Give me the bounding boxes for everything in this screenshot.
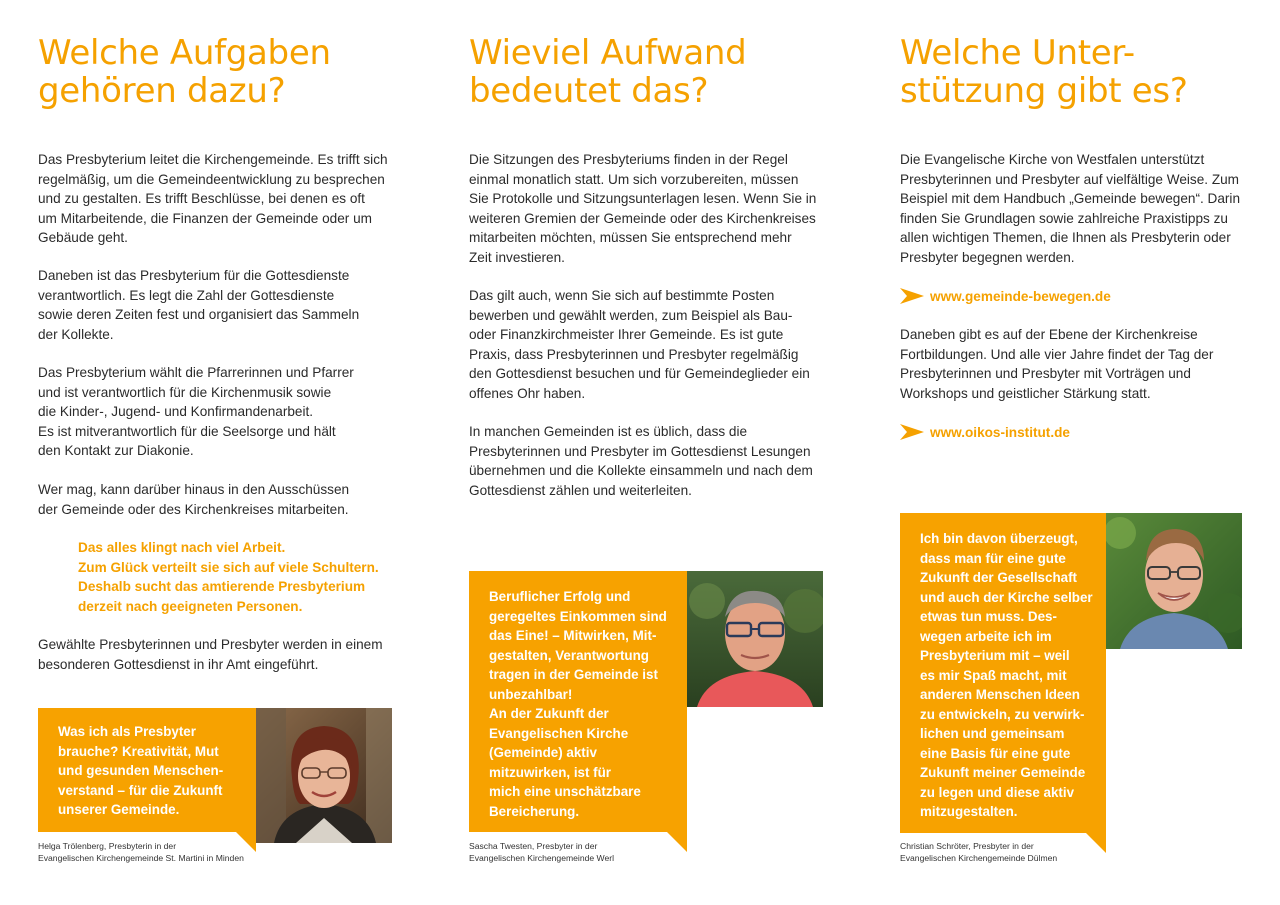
portrait-woman-icon	[256, 708, 392, 843]
heading-effort: Wieviel Aufwand bedeutet das?	[469, 33, 747, 111]
column-effort	[469, 0, 839, 905]
paragraph: Die Evangelische Kirche von Westfalen unterstützt Presbyterinnen und Presbyter auf vielfältige Weise. Zum Beispiel mit dem Handbuch „Gemeinde bewegen“. Darin finden Sie Grundlagen sowie zahlreiche Praxistipps zu allen wichtigen Themen, die Ihnen als Presbyterin oder Presbyter begegnen werden.	[900, 152, 1241, 265]
paragraph: Das Presbyterium wählt die Pfarrerinnen und Pfarrer und ist verantwortlich für die Kirchenmusik sowie die Kinder-, Jugend- und Konfirmandenarbeit. Es ist mitverantwortlich für die Seelsorge und hält den Kontakt zur Diakonie.	[38, 365, 354, 458]
link-text[interactable]: www.oikos-institut.de	[930, 424, 1070, 440]
quote-caption: Helga Trölenberg, Presbyterin in der Evangelischen Kirchengemeinde St. Martini in Minden	[38, 841, 244, 863]
quote-text: Ich bin davon überzeugt, dass man für eine gute Zukunft der Gesellschaft und auch der Kirche selber etwas tun muss. Des- wegen arbeite ich im Presbyterium mit – weil es mir Spaß macht, mit anderen Menschen Ideen zu entwickeln, zu verwirk- lichen und gemeinsam eine Basis für eine gute Zukunft meiner Gemeinde zu legen und diese aktiv mitzugestalten.	[920, 531, 1093, 819]
paragraph: In manchen Gemeinden ist es üblich, dass die Presbyterinnen und Presbyter im Gottesdienst Lesungen übernehmen und die Kollekte einsammeln und nach dem Gottesdienst zählen und weiterleiten.	[469, 424, 813, 498]
paragraph: Daneben ist das Presbyterium für die Gottesdienste verantwortlich. Es legt die Zahl der Gottesdienste sowie deren Zeiten fest und organisiert das Sammeln der Kollekte.	[38, 268, 360, 342]
link-oikos-institut[interactable]	[900, 422, 1070, 442]
quote-text: Was ich als Presbyter brauche? Kreativität, Mut und gesunden Menschen- verstand – für die Zukunft unserer Gemeinde.	[58, 724, 224, 817]
paragraph: Das Presbyterium leitet die Kirchengemeinde. Es trifft sich regelmäßig, um die Gemeindeentwicklung zu besprechen und zu gestalten. Es trifft Beschlüsse, bei denen es oft um Mitarbeitende, die Finanzen der Gemeinde oder um Gebäude geht.	[38, 152, 388, 245]
portrait-man-glasses-icon	[687, 571, 823, 707]
link-gemeinde-bewegen[interactable]	[900, 286, 1111, 306]
arrow-right-icon	[900, 424, 924, 440]
highlight-text: Das alles klingt nach viel Arbeit. Zum Glück verteilt sie sich auf viele Schultern. Deshalb sucht das amtierende Presbyterium derzeit nach geeigneten Personen.	[78, 540, 379, 614]
closing-paragraph: Gewählte Presbyterinnen und Presbyter werden in einem besonderen Gottesdienst in ihr Amt eingeführt.	[38, 637, 383, 672]
portrait-photo	[256, 708, 392, 843]
quote-caption: Christian Schröter, Presbyter in der Evangelischen Kirchengemeinde Dülmen	[900, 841, 1058, 863]
paragraph: Wer mag, kann darüber hinaus in den Ausschüssen der Gemeinde oder des Kirchenkreises mitarbeiten.	[38, 482, 350, 517]
quote-caption: Sascha Twesten, Presbyter in der Evangelischen Kirchengemeinde Werl	[469, 841, 615, 863]
arrow-right-icon	[900, 288, 924, 304]
heading-support: Welche Unter- stützung gibt es?	[900, 33, 1188, 111]
column-support	[900, 0, 1270, 905]
paragraph: Daneben gibt es auf der Ebene der Kirchenkreise Fortbildungen. Und alle vier Jahre findet der Tag der Presbyterinnen und Presbyter mit Vorträgen und Workshops und geistlicher Stärkung statt.	[900, 327, 1214, 401]
link-text[interactable]: www.gemeinde-bewegen.de	[930, 288, 1111, 304]
column-tasks	[38, 0, 408, 905]
heading-tasks: Welche Aufgaben gehören dazu?	[38, 33, 331, 111]
paragraph: Die Sitzungen des Presbyteriums finden in der Regel einmal monatlich statt. Um sich vorzubereiten, müssen Sie Protokolle und Sitzungsunterlagen lesen. Wenn Sie in weiteren Gremien der Gemeinde oder des Kirchenkreises mitarbeiten möchten, müssen Sie entsprechend mehr Zeit investieren.	[469, 152, 817, 265]
portrait-man-smiling-icon	[1106, 513, 1242, 649]
paragraph: Das gilt auch, wenn Sie sich auf bestimmte Posten bewerben und gewählt werden, zum Beispiel als Bau- oder Finanzkirchmeister Ihrer Gemeinde. Es ist gute Praxis, dass Presbyterinnen und Presbyter regelmäßig den Gottesdienst besuchen und für Gemeindeglieder ein offenes Ohr haben.	[469, 288, 810, 401]
quote-text: Beruflicher Erfolg und geregeltes Einkommen sind das Eine! – Mitwirken, Mit- gestalten, Verantwortung tragen in der Gemeinde ist unbezahlbar! An der Zukunft der Evangelischen Kirche (Gemeinde) aktiv mitzuwirken, ist für mich eine unschätzbare Bereicherung.	[489, 589, 667, 819]
portrait-photo	[687, 571, 823, 707]
portrait-photo	[1106, 513, 1242, 649]
